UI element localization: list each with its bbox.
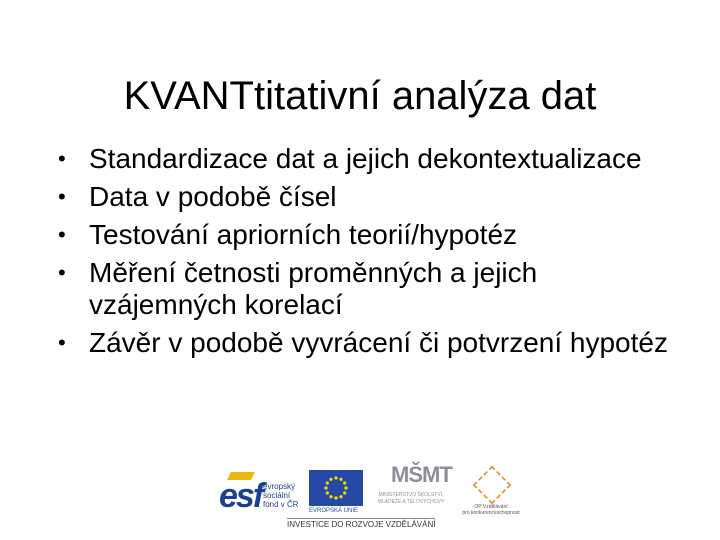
bullet-text: Závěr v podobě vyvrácení či potvrzení hypotéz [89,327,668,358]
eu-flag-icon [309,470,363,506]
bullet-item [58,327,678,359]
funding-caption: INVESTICE DO ROZVOJE VZDĚLÁVÁNÍ [287,520,436,529]
bullet-text: Měření četnosti proměnných a jejich vzájemných korelací [89,257,538,320]
bullet-dot-icon: • [58,330,66,355]
bullet-text: Testování apriorních teorií/hypotéz [89,219,518,250]
bullet-list [58,143,678,359]
oppvk-logo-text: OP Vzdělávání pro konkurenceschopnost [462,504,520,516]
msmt-logo [365,462,457,518]
bullet-text: Standardizace dat a jejich dekontextualizace [89,143,642,174]
bullet-dot-icon: • [58,146,66,171]
bullet-item [58,257,678,321]
bullet-item [58,181,678,213]
bullet-text: Data v podobě čísel [89,181,337,212]
eu-logo-text: EVROPSKÁ UNIE [309,508,359,514]
esf-mark-text: esf [219,477,263,515]
eu-logo [309,470,363,516]
oppvk-logo [459,468,523,518]
bullet-dot-icon: • [58,260,66,285]
oppvk-mark-icon [473,466,511,504]
bullet-dot-icon: • [58,184,66,209]
esf-logo [217,468,301,516]
msmt-logo-text: MINISTERSTVO ŠKOLSTVÍ, MLÁDEŽE A TĚLOVÝCHOVY [377,492,445,505]
funding-logos-footer [213,462,523,530]
msmt-mark-text: MŠMT [391,462,452,487]
slide-title: KVANTtitativní analýza dat [123,74,597,118]
bullet-item [58,219,678,251]
bullet-dot-icon: • [58,222,66,247]
esf-logo-text: evropský sociální fond v ČR [263,482,299,509]
bullet-item [58,143,678,175]
